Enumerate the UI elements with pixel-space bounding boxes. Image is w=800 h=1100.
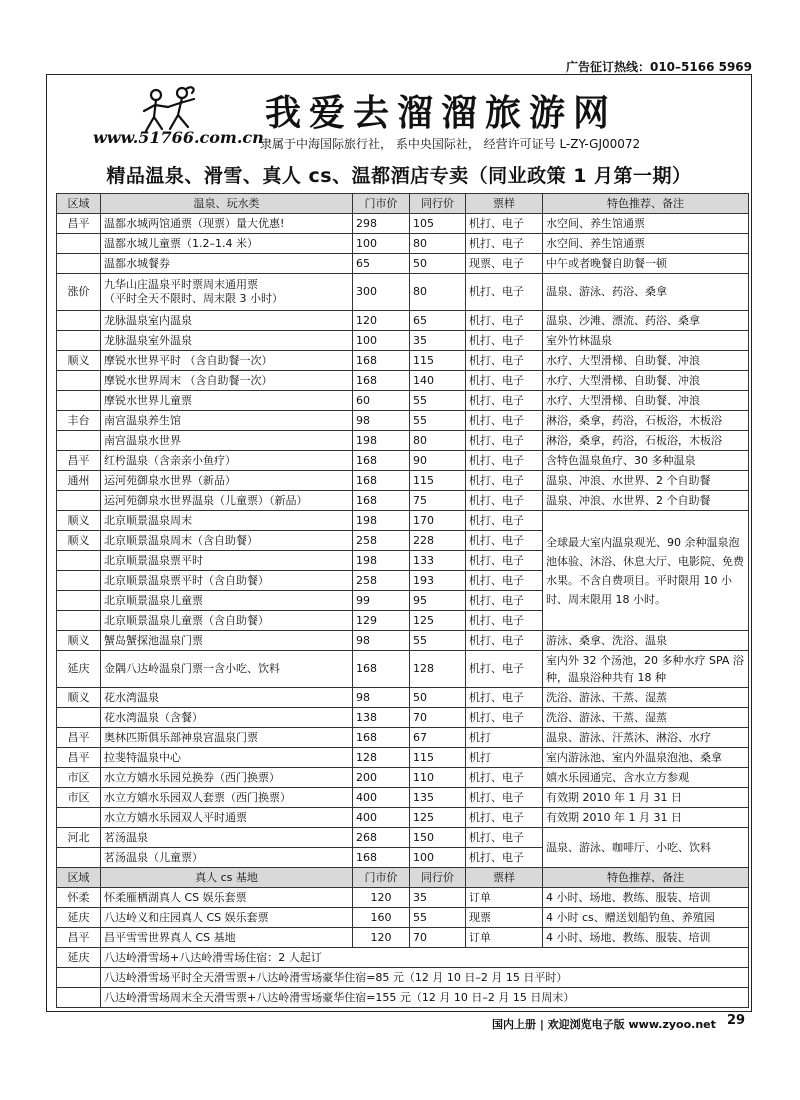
trade-price-cell: 150	[410, 828, 466, 848]
table-row	[57, 808, 749, 828]
cs-table-row	[57, 888, 749, 908]
note-cell: 游泳、桑拿、洗浴、温泉	[543, 631, 749, 651]
note-cell: 有效期 2010 年 1 月 31 日	[543, 808, 749, 828]
area-cell	[57, 391, 101, 411]
area-cell: 市区	[57, 768, 101, 788]
table-row	[57, 768, 749, 788]
retail-price-cell: 258	[353, 571, 410, 591]
retail-price-cell: 298	[353, 214, 410, 234]
column-header: 真人 cs 基地	[101, 868, 353, 888]
trade-price-cell: 80	[410, 274, 466, 311]
table-row	[57, 411, 749, 431]
trade-price-cell: 70	[410, 928, 466, 948]
note-cell: 室外竹林温泉	[543, 331, 749, 351]
item-cell: 北京顺景温泉周末（含自助餐）	[101, 531, 353, 551]
trade-price-cell: 105	[410, 214, 466, 234]
item-cell: 水立方嬉水乐园兑换券（西门换票）	[101, 768, 353, 788]
footer	[0, 1012, 800, 1040]
note-cell: 室内游泳池、室内外温泉泡池、桑拿	[543, 748, 749, 768]
item-cell: 摩锐水世界周末 （含自助餐一次）	[101, 371, 353, 391]
item-cell: 龙脉温泉室外温泉	[101, 331, 353, 351]
trade-price-cell: 55	[410, 631, 466, 651]
table-row	[57, 788, 749, 808]
area-cell	[57, 968, 101, 988]
ticket-type-cell: 机打、电子	[466, 411, 543, 431]
note-cell: 温泉、游泳、药浴、桑拿	[543, 274, 749, 311]
retail-price-cell: 60	[353, 391, 410, 411]
retail-price-cell: 98	[353, 631, 410, 651]
table-row	[57, 748, 749, 768]
table-row	[57, 431, 749, 451]
ticket-type-cell: 机打、电子	[466, 828, 543, 848]
trade-price-cell: 90	[410, 451, 466, 471]
table-row	[57, 511, 749, 531]
area-cell	[57, 551, 101, 571]
item-cell: 红枍温泉（含亲亲小鱼疗）	[101, 451, 353, 471]
item-cell: 温都水城餐券	[101, 254, 353, 274]
item-cell: 奥林匹斯俱乐部神泉宫温泉门票	[101, 728, 353, 748]
cs-table-row	[57, 908, 749, 928]
item-cell: 龙脉温泉室内温泉	[101, 311, 353, 331]
note-cell: 4 小时、场地、教练、服装、培训	[543, 888, 749, 908]
item-cell: 南宫温泉养生馆	[101, 411, 353, 431]
trade-price-cell: 55	[410, 908, 466, 928]
item-cell: 摩锐水世界平时 （含自助餐一次）	[101, 351, 353, 371]
table-row	[57, 688, 749, 708]
item-cell: 南宫温泉水世界	[101, 431, 353, 451]
ticket-type-cell: 机打、电子	[466, 351, 543, 371]
table-row	[57, 331, 749, 351]
retail-price-cell: 100	[353, 234, 410, 254]
item-cell: 运河苑御泉水世界（新品）	[101, 471, 353, 491]
note-cell-merged: 全球最大室内温泉观光、90 余种温泉泡池体验、沐浴、休息大厅、电影院、免费水果。不含自费项目。平时限用 10 小时、周末限用 18 小时。	[543, 511, 749, 631]
trade-price-cell: 100	[410, 848, 466, 868]
trade-price-cell: 170	[410, 511, 466, 531]
item-cell: 昌平雪雪世界真人 CS 基地	[101, 928, 353, 948]
area-cell: 顺义	[57, 688, 101, 708]
table-row	[57, 351, 749, 371]
area-cell	[57, 708, 101, 728]
ticket-type-cell: 订单	[466, 928, 543, 948]
note-cell: 中午或者晚餐自助餐一顿	[543, 254, 749, 274]
table-header-row	[57, 868, 749, 888]
area-cell: 延庆	[57, 651, 101, 688]
note-cell: 水空间、养生馆通票	[543, 234, 749, 254]
trade-price-cell: 228	[410, 531, 466, 551]
note-cell: 4 小时、场地、教练、服装、培训	[543, 928, 749, 948]
item-cell: 茗汤温泉（儿童票）	[101, 848, 353, 868]
trade-price-cell: 55	[410, 391, 466, 411]
retail-price-cell: 258	[353, 531, 410, 551]
item-cell: 水立方嬉水乐园双人套票（西门换票）	[101, 788, 353, 808]
item-cell: 蟹岛蟹探池温泉门票	[101, 631, 353, 651]
area-cell	[57, 311, 101, 331]
retail-price-cell: 168	[353, 651, 410, 688]
area-cell	[57, 254, 101, 274]
trade-price-cell: 110	[410, 768, 466, 788]
item-cell: 北京顺景温泉儿童票	[101, 591, 353, 611]
table-row	[57, 274, 749, 311]
ticket-type-cell: 机打、电子	[466, 234, 543, 254]
trade-price-cell: 133	[410, 551, 466, 571]
area-cell: 昌平	[57, 728, 101, 748]
area-cell: 延庆	[57, 948, 101, 968]
ticket-type-cell: 机打、电子	[466, 848, 543, 868]
ticket-type-cell: 现票	[466, 908, 543, 928]
retail-price-cell: 168	[353, 451, 410, 471]
note-cell: 洗浴、游泳、干蒸、湿蒸	[543, 688, 749, 708]
ticket-type-cell: 机打、电子	[466, 391, 543, 411]
column-header: 票样	[466, 194, 543, 214]
area-cell: 昌平	[57, 451, 101, 471]
ticket-type-cell: 机打、电子	[466, 311, 543, 331]
item-cell: 运河苑御泉水世界温泉（儿童票）（新品）	[101, 491, 353, 511]
area-cell: 河北	[57, 828, 101, 848]
table-row	[57, 451, 749, 471]
trade-price-cell: 135	[410, 788, 466, 808]
item-cell: 北京顺景温泉儿童票（含自助餐）	[101, 611, 353, 631]
ticket-type-cell: 机打、电子	[466, 688, 543, 708]
table-row	[57, 391, 749, 411]
item-line: （平时全天不限时、周末限 3 小时）	[104, 292, 283, 305]
ticket-type-cell: 机打、电子	[466, 768, 543, 788]
trade-price-cell: 50	[410, 254, 466, 274]
trade-price-cell: 80	[410, 234, 466, 254]
retail-price-cell: 128	[353, 748, 410, 768]
item-cell: 摩锐水世界儿童票	[101, 391, 353, 411]
ski-item-cell: 八达岭滑雪场周末全天滑雪票+八达岭滑雪场豪华住宿=155 元（12 月 10 日–2 月 15 日周末）	[101, 988, 749, 1008]
ticket-type-cell: 订单	[466, 888, 543, 908]
area-cell	[57, 571, 101, 591]
area-cell: 顺义	[57, 351, 101, 371]
trade-price-cell: 80	[410, 431, 466, 451]
retail-price-cell: 168	[353, 371, 410, 391]
ticket-type-cell: 机打、电子	[466, 531, 543, 551]
table-header-row	[57, 194, 749, 214]
area-cell	[57, 371, 101, 391]
ticket-type-cell: 机打、电子	[466, 571, 543, 591]
retail-price-cell: 120	[353, 928, 410, 948]
table-row	[57, 631, 749, 651]
ticket-type-cell: 机打、电子	[466, 491, 543, 511]
retail-price-cell: 99	[353, 591, 410, 611]
area-cell: 丰台	[57, 411, 101, 431]
item-cell: 花水湾温泉	[101, 688, 353, 708]
retail-price-cell: 168	[353, 728, 410, 748]
item-cell: 北京顺景温泉票平时	[101, 551, 353, 571]
ticket-type-cell: 机打、电子	[466, 611, 543, 631]
table-row	[57, 471, 749, 491]
ticket-type-cell: 机打、电子	[466, 708, 543, 728]
area-cell: 通州	[57, 471, 101, 491]
item-line: 九华山庄温泉平时票周末通用票	[104, 278, 258, 291]
trade-price-cell: 35	[410, 888, 466, 908]
area-cell	[57, 988, 101, 1008]
retail-price-cell: 98	[353, 688, 410, 708]
ticket-type-cell: 现票、电子	[466, 254, 543, 274]
price-table	[56, 193, 749, 1008]
retail-price-cell: 200	[353, 768, 410, 788]
item-cell: 北京顺景温泉票平时（含自助餐）	[101, 571, 353, 591]
area-cell	[57, 431, 101, 451]
note-cell: 温泉、游泳、汗蒸沐、淋浴、水疗	[543, 728, 749, 748]
trade-price-cell: 125	[410, 808, 466, 828]
retail-price-cell: 268	[353, 828, 410, 848]
ticket-type-cell: 机打、电子	[466, 651, 543, 688]
column-header: 温泉、玩水类	[101, 194, 353, 214]
ski-table-row	[57, 948, 749, 968]
area-cell	[57, 611, 101, 631]
table-row	[57, 491, 749, 511]
ticket-type-cell: 机打、电子	[466, 631, 543, 651]
trade-price-cell: 115	[410, 471, 466, 491]
note-cell: 有效期 2010 年 1 月 31 日	[543, 788, 749, 808]
trade-price-cell: 128	[410, 651, 466, 688]
item-cell: 水立方嬉水乐园双人平时通票	[101, 808, 353, 828]
ticket-type-cell: 机打、电子	[466, 331, 543, 351]
note-cell: 水疗、大型滑梯、自助餐、冲浪	[543, 391, 749, 411]
area-cell	[57, 591, 101, 611]
note-cell: 洗浴、游泳、干蒸、湿蒸	[543, 708, 749, 728]
note-cell: 温泉、冲浪、水世界、2 个自助餐	[543, 491, 749, 511]
area-cell	[57, 234, 101, 254]
note-cell: 水疗、大型滑梯、自助餐、冲浪	[543, 371, 749, 391]
ad-hotline: 广告征订热线：010–5166 5969	[565, 60, 752, 74]
retail-price-cell: 129	[353, 611, 410, 631]
ticket-type-cell: 机打、电子	[466, 788, 543, 808]
area-cell: 涨价	[57, 274, 101, 311]
trade-price-cell: 55	[410, 411, 466, 431]
item-cell: 金隅八达岭温泉门票一含小吃、饮料	[101, 651, 353, 688]
note-cell: 含特色温泉鱼疗、30 多种温泉	[543, 451, 749, 471]
ticket-type-cell: 机打、电子	[466, 371, 543, 391]
cs-table-row	[57, 928, 749, 948]
column-header: 特色推荐、备注	[543, 194, 749, 214]
content-frame	[46, 74, 752, 1012]
trade-price-cell: 50	[410, 688, 466, 708]
trade-price-cell: 67	[410, 728, 466, 748]
retail-price-cell: 168	[353, 848, 410, 868]
area-cell	[57, 491, 101, 511]
retail-price-cell: 198	[353, 431, 410, 451]
column-header: 门市价	[353, 868, 410, 888]
retail-price-cell: 300	[353, 274, 410, 311]
column-header: 同行价	[410, 868, 466, 888]
item-cell: 怀柔雁栖湖真人 CS 娱乐套票	[101, 888, 353, 908]
item-cell: 茗汤温泉	[101, 828, 353, 848]
ski-item-cell: 八达岭滑雪场+八达岭滑雪场住宿：2 人起订	[101, 948, 749, 968]
ski-table-row	[57, 988, 749, 1008]
retail-price-cell: 198	[353, 511, 410, 531]
trade-price-cell: 193	[410, 571, 466, 591]
area-cell	[57, 808, 101, 828]
trade-price-cell: 140	[410, 371, 466, 391]
retail-price-cell: 65	[353, 254, 410, 274]
note-cell: 水疗、大型滑梯、自助餐、冲浪	[543, 351, 749, 371]
retail-price-cell: 120	[353, 311, 410, 331]
column-header: 区域	[57, 868, 101, 888]
area-cell: 延庆	[57, 908, 101, 928]
area-cell: 昌平	[57, 214, 101, 234]
ticket-type-cell: 机打	[466, 728, 543, 748]
item-cell: 八达岭义和庄园真人 CS 娱乐套票	[101, 908, 353, 928]
trade-price-cell: 125	[410, 611, 466, 631]
retail-price-cell: 400	[353, 788, 410, 808]
retail-price-cell: 168	[353, 491, 410, 511]
area-cell: 怀柔	[57, 888, 101, 908]
area-cell	[57, 848, 101, 868]
area-cell	[57, 331, 101, 351]
retail-price-cell: 100	[353, 331, 410, 351]
brand-title: 我爱去溜溜旅游网	[265, 92, 618, 134]
item-cell: 拉斐特温泉中心	[101, 748, 353, 768]
item-cell: 北京顺景温泉周末	[101, 511, 353, 531]
ticket-type-cell: 机打、电子	[466, 808, 543, 828]
ski-table-row	[57, 968, 749, 988]
trade-price-cell: 35	[410, 331, 466, 351]
trade-price-cell: 70	[410, 708, 466, 728]
ticket-type-cell: 机打、电子	[466, 431, 543, 451]
area-cell: 顺义	[57, 511, 101, 531]
table-row	[57, 708, 749, 728]
column-header: 门市价	[353, 194, 410, 214]
ticket-type-cell: 机打、电子	[466, 274, 543, 311]
table-row	[57, 728, 749, 748]
column-header: 特色推荐、备注	[543, 868, 749, 888]
column-header: 同行价	[410, 194, 466, 214]
item-cell: 花水湾温泉（含餐）	[101, 708, 353, 728]
table-row	[57, 828, 749, 848]
note-cell: 淋浴，桑拿，药浴，石板浴，木板浴	[543, 431, 749, 451]
note-cell: 淋浴，桑拿，药浴，石板浴，木板浴	[543, 411, 749, 431]
site-url: www.51766.com.cn	[93, 128, 264, 147]
note-cell: 4 小时 cs、赠送划船钓鱼、养殖园	[543, 908, 749, 928]
note-cell: 嬉水乐园通完、含水立方参观	[543, 768, 749, 788]
table-row	[57, 651, 749, 688]
area-cell: 昌平	[57, 928, 101, 948]
retail-price-cell: 168	[353, 351, 410, 371]
trade-price-cell: 115	[410, 351, 466, 371]
page-number: 29	[727, 1013, 746, 1028]
trade-price-cell: 95	[410, 591, 466, 611]
column-header: 票样	[466, 868, 543, 888]
ticket-type-cell: 机打	[466, 748, 543, 768]
table-row	[57, 234, 749, 254]
note-cell: 室内外 32 个汤池，20 多种水疗 SPA 浴种，温泉浴种共有 18 种	[543, 651, 749, 688]
area-cell: 顺义	[57, 531, 101, 551]
table-row	[57, 371, 749, 391]
retail-price-cell: 138	[353, 708, 410, 728]
ticket-type-cell: 机打、电子	[466, 511, 543, 531]
retail-price-cell: 160	[353, 908, 410, 928]
area-cell: 顺义	[57, 631, 101, 651]
trade-price-cell: 75	[410, 491, 466, 511]
ski-item-cell: 八达岭滑雪场平时全天滑雪票+八达岭滑雪场豪华住宿=85 元（12 月 10 日–2 月 15 日平时）	[101, 968, 749, 988]
ticket-type-cell: 机打、电子	[466, 551, 543, 571]
ticket-type-cell: 机打、电子	[466, 451, 543, 471]
retail-price-cell: 120	[353, 888, 410, 908]
note-cell: 温泉、沙滩、漂流、药浴、桑拿	[543, 311, 749, 331]
trade-price-cell: 115	[410, 748, 466, 768]
table-row	[57, 311, 749, 331]
ticket-type-cell: 机打、电子	[466, 214, 543, 234]
table-row	[57, 254, 749, 274]
trade-price-cell: 65	[410, 311, 466, 331]
item-cell: 温都水城两馆通票（现票）量大优惠!	[101, 214, 353, 234]
retail-price-cell: 98	[353, 411, 410, 431]
ticket-type-cell: 机打、电子	[466, 471, 543, 491]
area-cell: 昌平	[57, 748, 101, 768]
footer-band: 国内上册 | 欢迎浏览电子版 www.zyoo.net	[492, 1018, 716, 1031]
retail-price-cell: 198	[353, 551, 410, 571]
ticket-type-cell: 机打、电子	[466, 591, 543, 611]
item-cell: 温都水城儿童票（1.2–1.4 米）	[101, 234, 353, 254]
retail-price-cell: 400	[353, 808, 410, 828]
affiliation-text: 隶属于中海国际旅行社， 系中央国际社， 经营许可证号 L-ZY-GJ00072	[260, 137, 641, 151]
page-title: 精品温泉、滑雪、真人 cs、温都酒店专卖（同业政策 1 月第一期）	[106, 165, 692, 187]
column-header: 区域	[57, 194, 101, 214]
area-cell: 市区	[57, 788, 101, 808]
note-cell: 水空间、养生馆通票	[543, 214, 749, 234]
note-cell: 温泉、冲浪、水世界、2 个自助餐	[543, 471, 749, 491]
table-row	[57, 214, 749, 234]
item-cell	[101, 274, 353, 311]
retail-price-cell: 168	[353, 471, 410, 491]
note-cell-merged: 温泉、游泳、咖啡厅、小吃、饮料	[543, 828, 749, 868]
